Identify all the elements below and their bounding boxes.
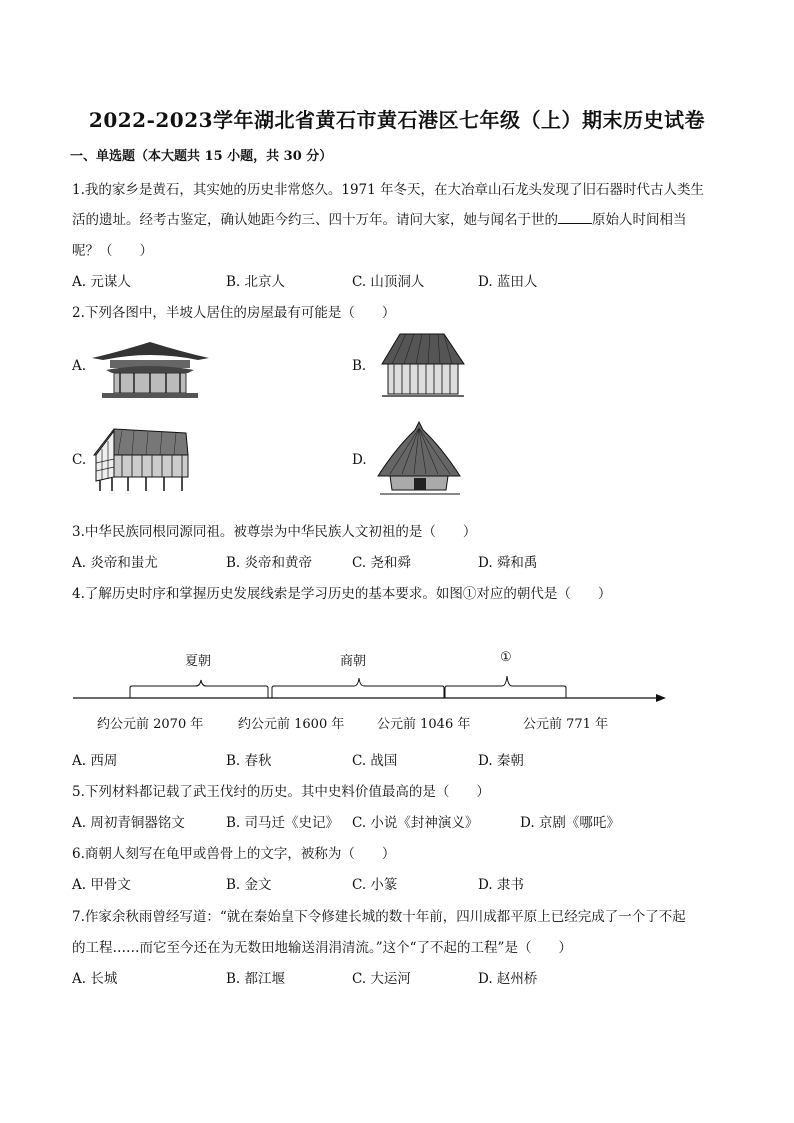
question-5-option-c[interactable]: C. 小说《封神演义》: [352, 815, 479, 831]
question-1-option-c[interactable]: C. 山顶洞人: [352, 274, 425, 290]
question-7-option-c[interactable]: C. 大运河: [352, 971, 411, 987]
question-5-line-1: 5.下列材料都记载了武王伐纣的历史。其中史料价值最高的是（ ）: [72, 784, 490, 800]
question-3-option-c[interactable]: C. 尧和舜: [352, 555, 411, 571]
question-1-line-2: [72, 208, 687, 228]
question-1-line-2a: 活的遗址。经考古鉴定，确认她距今约三、四十万年。请问大家，她与闻名于世的: [72, 212, 558, 228]
question-7-option-b[interactable]: B. 都江堰: [226, 971, 286, 987]
question-5-option-b[interactable]: B. 司马迁《史记》: [226, 815, 340, 831]
question-6-option-a[interactable]: A. 甲骨文: [72, 877, 131, 893]
question-4-option-d[interactable]: D. 秦朝: [478, 753, 524, 769]
question-1-option-a[interactable]: A. 元谋人: [72, 274, 131, 290]
question-1-line-2b: 原始人时间相当: [592, 212, 687, 228]
question-3-option-a[interactable]: A. 炎帝和蚩尤: [72, 555, 158, 571]
timeline-date-1046bc: 公元前 1046 年: [377, 717, 471, 732]
question-1-option-b[interactable]: B. 北京人: [226, 274, 286, 290]
question-4-line-1: 4.了解历史时序和掌握历史发展线索是学习历史的基本要求。如图①对应的朝代是（ ）: [72, 586, 612, 602]
page-title: 2022-2023学年湖北省黄石市黄石港区七年级（上）期末历史试卷: [88, 108, 706, 132]
timeline-date-2070bc: 约公元前 2070 年: [97, 717, 204, 732]
question-4-option-a[interactable]: A. 西周: [72, 753, 118, 769]
question-1-option-d[interactable]: D. 蓝田人: [478, 274, 538, 290]
question-6-option-b[interactable]: B. 金文: [226, 877, 272, 893]
question-3-option-d[interactable]: D. 舜和禹: [478, 555, 538, 571]
question-2-option-a-label[interactable]: A.: [72, 358, 87, 374]
palace-image[interactable]: [88, 330, 213, 400]
question-6-option-c[interactable]: C. 小篆: [352, 877, 398, 893]
question-4-option-b[interactable]: B. 春秋: [226, 753, 272, 769]
stilt-house-image[interactable]: [88, 425, 193, 495]
question-5-option-d[interactable]: D. 京剧《哪吒》: [520, 815, 620, 831]
timeline-date-771bc: 公元前 771 年: [523, 717, 609, 732]
wooden-hut-image[interactable]: [372, 328, 472, 402]
question-2-option-d-label[interactable]: D.: [352, 452, 367, 468]
question-3-line-1: 3.中华民族同根同源同祖。被尊崇为中华民族人文初祖的是（ ）: [72, 524, 477, 540]
question-7-line-1: 7.作家余秋雨曾经写道：“就在秦始皇下令修建长城的数十年前，四川成都平原上已经完成了一个了不起: [72, 909, 686, 925]
question-7-line-2: 的工程……而它至今还在为无数田地输送涓涓清流。”这个“了不起的工程”是（ ）: [72, 940, 572, 956]
question-6-line-1: 6.商朝人刻写在龟甲或兽骨上的文字，被称为（ ）: [72, 846, 396, 862]
thatched-hut-image[interactable]: [372, 418, 467, 500]
timeline-date-1600bc: 约公元前 1600 年: [238, 717, 345, 732]
question-2-option-b-label[interactable]: B.: [352, 358, 367, 374]
question-2-line-1: 2.下列各图中，半坡人居住的房屋最有可能是（ ）: [72, 305, 396, 321]
question-7-option-a[interactable]: A. 长城: [72, 971, 118, 987]
question-1-line-3: 呢？（ ）: [72, 243, 153, 259]
question-4-option-c[interactable]: C. 战国: [352, 753, 398, 769]
answer-blank: [558, 211, 592, 224]
section-heading: 一、单选题（本大题共 15 小题，共 30 分）: [70, 149, 333, 164]
question-5-option-a[interactable]: A. 周初青铜器铭文: [72, 815, 185, 831]
timeline-diagram: [70, 670, 670, 706]
timeline-label-marker-1: ①: [500, 650, 512, 665]
question-2-option-c-label[interactable]: C.: [72, 452, 87, 468]
question-3-option-b[interactable]: B. 炎帝和黄帝: [226, 555, 313, 571]
timeline-label-xia: 夏朝: [185, 654, 212, 669]
question-6-option-d[interactable]: D. 隶书: [478, 877, 524, 893]
timeline-label-shang: 商朝: [340, 654, 367, 669]
question-1-line-1: 1.我的家乡是黄石，其实她的历史非常悠久。1971 年冬天，在大冶章山石龙头发现了旧石器时代古人类生: [72, 182, 705, 198]
question-7-option-d[interactable]: D. 赵州桥: [478, 971, 538, 987]
